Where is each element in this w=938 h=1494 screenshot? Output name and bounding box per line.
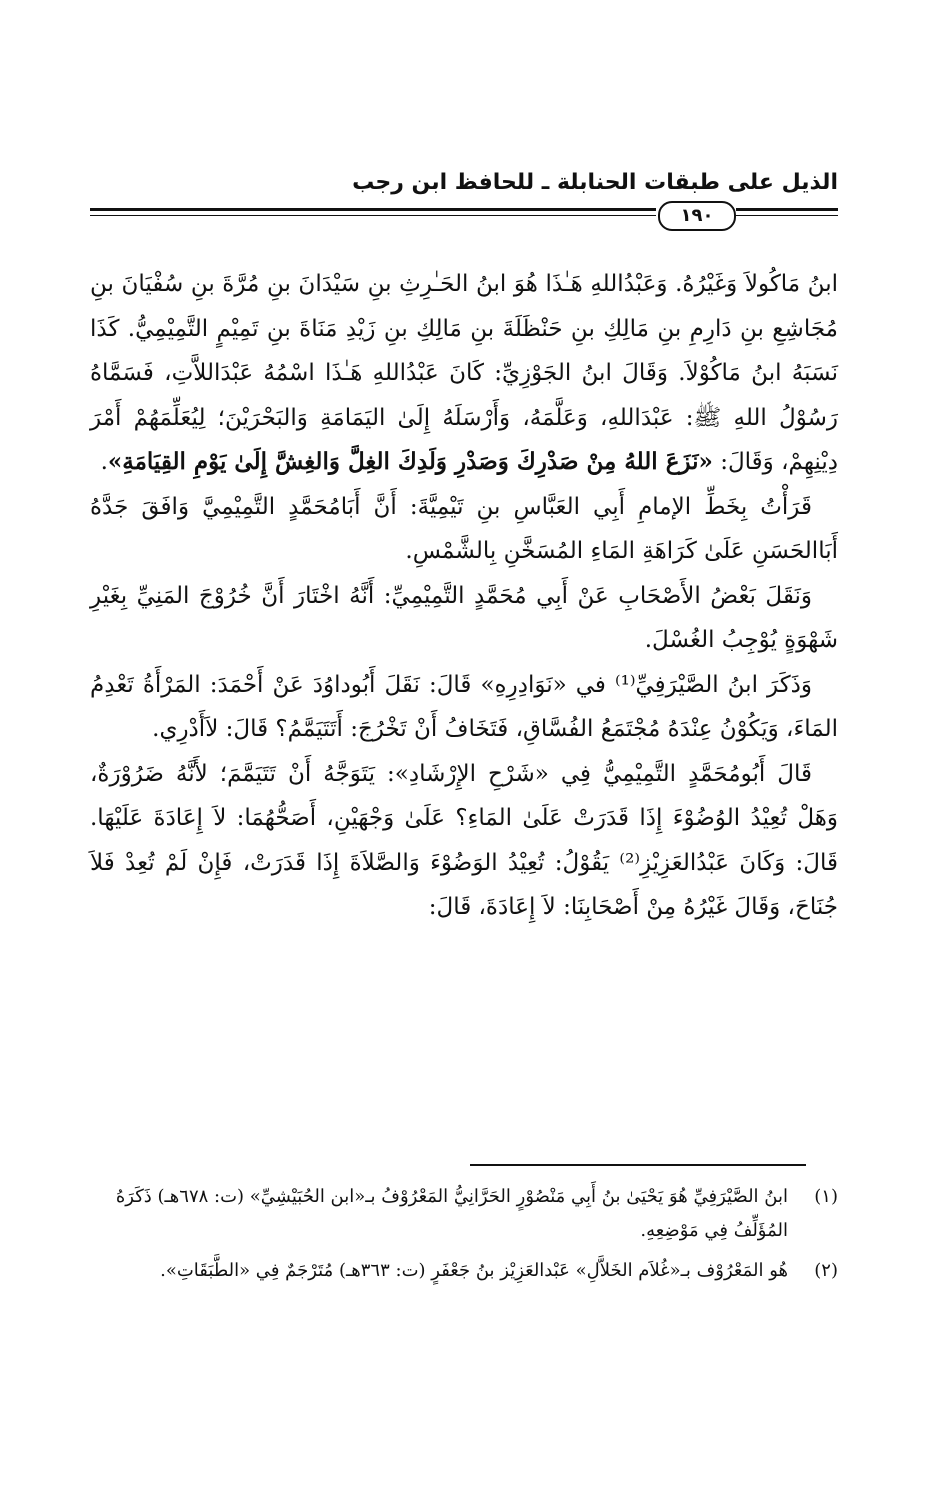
- hadith-quote: «نَزَعَ اللهُ مِنْ صَدْرِكَ وَصَدْرِ وَلَدِكَ الغِلَّ وَالغِشَّ إِلَىٰ يَوْمِ القِيَامَةِ»: [107, 448, 713, 475]
- footnote-1: [90, 1180, 838, 1248]
- paragraph-1-text: ابنُ مَاكُولاَ وَغَيْرُهُ. وَعَبْدُاللهِ هَـٰذَا هُوَ ابنُ الحَـٰرِثِ بنِ سَيْدَانَ بنِ مُرَّةَ بنِ سُفْيَانَ بنِ مُجَاشِعِ بنِ دَارِمِ بنِ مَالِكِ بنِ حَنْظَلَةَ بنِ مَالِكِ بنِ زَيْدِ مَنَاةَ بنِ تَمِيْمٍ التَّمِيْمِيُّ. كَذَا نَسَبَهُ ابنُ مَاكُوْلاَ. وَقَالَ ابنُ الجَوْزِيِّ: كَانَ عَبْدُاللهِ هَـٰذَا اسْمُهُ عَبْدَاللاَّتِ، فَسَمَّاهُ رَسُوْلُ اللهِ ﷺ: عَبْدَاللهِ، وَعَلَّمَهُ، وَأَرْسَلَهُ إِلَىٰ اليَمَامَةِ وَالبَحْرَيْنَ؛ لِيُعَلِّمَهُمْ أَمْرَ دِيْنِهِمْ، وَقَالَ:: [90, 271, 838, 475]
- footnote-2-number: (٢): [814, 1260, 838, 1281]
- footnote-2: [90, 1254, 838, 1288]
- paragraph-4: وَذَكَرَ ابنُ الصَّيْرَفِيِّ⁽¹⁾ في «نَوَادِرِهِ» قَالَ: نَقَلَ أَبُوداوُدَ عَنْ أَحْمَدَ: المَرْأَةُ تَعْدِمُ المَاءَ، وَيَكُوْنُ عِنْدَهُ مُجْتَمَعُ الفُسَّاقِ، فَتَخَافُ أَنْ تَخْرُجَ: أَتَتَيَمَّمُ؟ قَالَ: لاَأَدْرِي.: [90, 671, 838, 742]
- running-title: الذيل على طبقات الحنابلة ـ للحافظ ابن رجب: [352, 170, 838, 195]
- footnote-separator: [470, 1164, 806, 1166]
- rule-left-thin: [736, 215, 838, 216]
- footnotes: [90, 1180, 838, 1294]
- paragraph-5: قَالَ أَبُومُحَمَّدٍ التَّمِيْمِيُّ فِي «شَرْحِ الإِرْشَادِ»: يَتَوَجَّهُ أَنْ تَتَيَمَّمَ؛ لأَنَّهُ ضَرُوْرَةٌ، وَهَلْ تُعِيْدُ الوُضُوْءَ إِذَا قَدَرَتْ عَلَىٰ المَاءِ؟ عَلَىٰ وَجْهَيْنِ، أَصَحُّهُمَا: لاَ إِعَادَةَ عَلَيْهَا. قَالَ: وَكَانَ عَبْدُالعَزِيْزِ⁽²⁾ يَقُوْلُ: تُعِيْدُ الوَضُوْءَ وَالصَّلاَةَ إِذَا قَدَرَتْ، فَإِنْ لَمْ تُعِدْ فَلاَ جُنَاحَ، وَقَالَ غَيْرُهُ مِنْ أَصْحَابِنَا: لاَ إِعَادَةَ، قَالَ:: [90, 760, 838, 920]
- rule-right-thin: [90, 215, 656, 216]
- footnote-1-text: ابنُ الصَّيْرَفِيِّ هُوَ يَحْيَىٰ بنُ أَبِي مَنْصُوْرٍ الحَرَّانِيُّ المَعْرُوْفُ بـ«ابن الحُبَيْشِيِّ» (ت: ٦٧٨هـ) ذَكَرَهُ المُؤَلِّفُ فِي مَوْضِعِهِ.: [115, 1186, 788, 1241]
- paragraph-1-end: .: [100, 449, 108, 475]
- header-rule: [90, 197, 838, 233]
- paragraph-2: قَرَأْتُ بِخَطِّ الإمامِ أَبِي العَبَّاسِ بنِ تَيْمِيَّةَ: أَنَّ أَبَامُحَمَّدٍ التَّمِيْمِيَّ وَافَقَ جَدَّهُ أَبَاالحَسَنِ عَلَىٰ كَرَاهَةِ المَاءِ المُسَخَّنِ بِالشَّمْسِ.: [90, 493, 838, 564]
- footnote-2-text: هُو المَعْرُوْف بـ«غُلاَم الخَلاَّلِ» عَبْدالعَزِيْز بنُ جَعْفَرٍ (ت: ٣٦٣هـ) مُتَرْجَمٌ فِي «الطَّبَقَاتِ».: [160, 1260, 788, 1281]
- footnote-1-number: (١): [814, 1186, 838, 1207]
- page-number: ١٩٠: [658, 201, 736, 231]
- page-header: [90, 170, 838, 200]
- main-text: [90, 262, 838, 930]
- paragraph-1: [90, 262, 838, 485]
- rule-left-thick: [736, 208, 838, 211]
- rule-right-thick: [90, 208, 656, 211]
- paragraph-3: وَنَقَلَ بَعْضُ الأَصْحَابِ عَنْ أَبِي مُحَمَّدٍ التَّمِيْمِيِّ: أَنَّهُ اخْتَارَ أَنَّ خُرُوْجَ المَنِيِّ بِغَيْرِ شَهْوَةٍ يُوْجِبُ الغُسْلَ.: [90, 582, 838, 653]
